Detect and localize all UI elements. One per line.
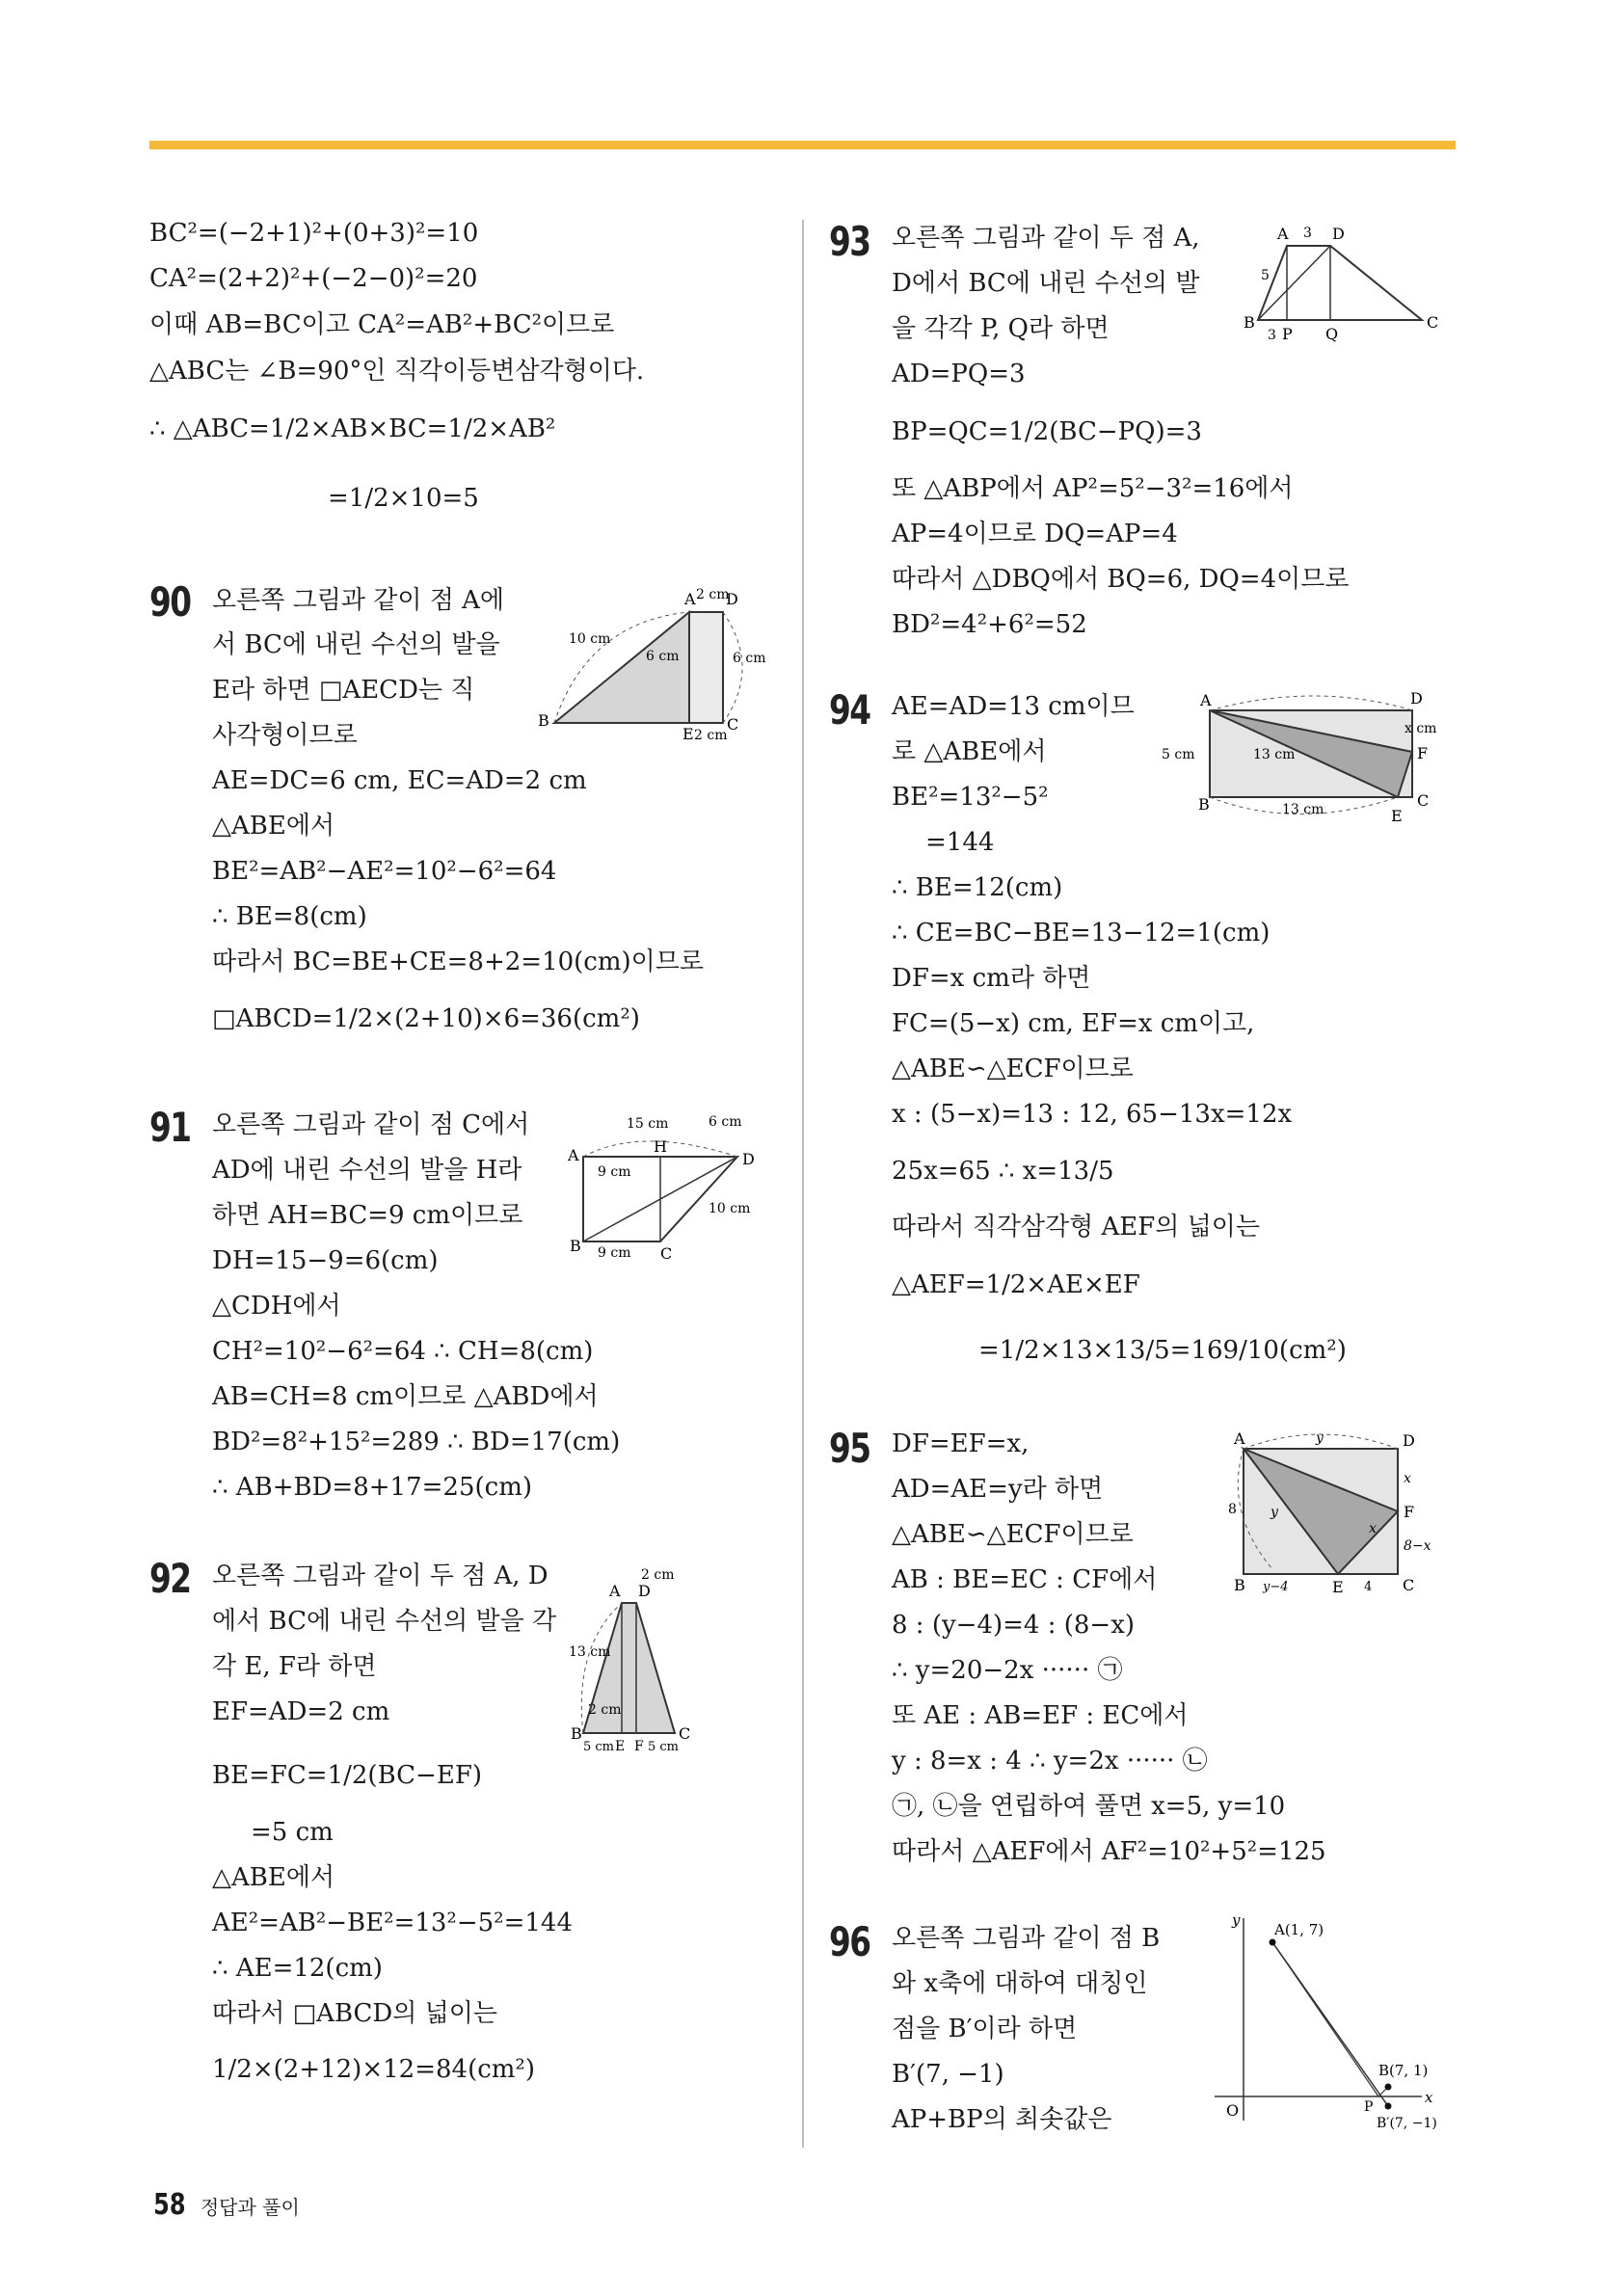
label-b: B: [538, 711, 549, 730]
label-fc: 5 cm: [648, 1740, 680, 1754]
problem-number-93: 93: [829, 218, 870, 265]
solution-line: ∴ BE=12(cm): [892, 873, 1063, 902]
label-hd: 6 cm: [709, 1114, 742, 1130]
solution-line: FC=(5−x) cm, EF=x cm이고,: [892, 1009, 1255, 1038]
label-fc: 8−x: [1404, 1538, 1431, 1554]
solution-line: BE²=AB²−AE²=10²−6²=64: [212, 857, 557, 886]
solution-line: 따라서 △AEF에서 AF²=10²+5²=125: [892, 1837, 1326, 1866]
solution-line: BD²=4²+6²=52: [892, 610, 1087, 639]
figure-94-rectangle: [1152, 686, 1451, 826]
solution-line: 오른쪽 그림과 같이 두 점 A,: [892, 224, 1200, 253]
solution-line: AB : BE=EC : CF에서: [892, 1565, 1158, 1594]
label-c: C: [1417, 791, 1430, 810]
label-f: F: [1417, 744, 1429, 762]
label-f: F: [634, 1739, 644, 1754]
figure-91-svg: [564, 1107, 776, 1261]
figure-92-trapezoid: [569, 1560, 771, 1754]
label-bp: 3: [1268, 328, 1276, 343]
left-column: [149, 0, 776, 2178]
label-e: E: [1391, 807, 1403, 825]
label-dc: 6 cm: [733, 651, 766, 666]
solution-line: DF=x cm라 하면: [892, 964, 1091, 993]
page-number: 58: [153, 2188, 186, 2222]
rectangle-aecd: [689, 612, 723, 723]
figure-95-svg: [1215, 1425, 1451, 1598]
solution-line: 따라서 □ABCD의 넓이는: [212, 1999, 498, 2028]
problem-number-95: 95: [829, 1425, 870, 1472]
solution-line: 1/2×(2+12)×12=84(cm²): [212, 2055, 535, 2084]
solution-line: AP=4이므로 DQ=AP=4: [892, 520, 1178, 548]
label-top: 2 cm: [641, 1567, 675, 1583]
label-c: C: [727, 715, 739, 734]
label-b: B: [570, 1237, 581, 1255]
label-b: B: [1234, 1576, 1245, 1594]
figure-93-svg: [1244, 222, 1451, 347]
triangle-abe: [554, 612, 689, 723]
point-a: [1270, 1939, 1276, 1946]
solution-line: □ABCD=1/2×(2+10)×6=36(cm²): [212, 1004, 640, 1033]
solution-line: BE=FC=1/2(BC−EF): [212, 1761, 483, 1790]
label-b: B: [571, 1724, 582, 1743]
solution-line: AD=AE=y라 하면: [892, 1475, 1104, 1504]
intro-line: ∴ △ABC=1/2×AB×BC=1/2×AB²: [149, 414, 556, 443]
label-ab: 10 cm: [569, 631, 611, 647]
label-d: D: [1410, 689, 1423, 707]
solution-line: 서 BC에 내린 수선의 발을: [212, 630, 500, 659]
column-divider: [802, 220, 804, 2148]
solution-line: =144: [925, 828, 995, 857]
label-a: A: [568, 1146, 579, 1164]
solution-line: ∴ AE=12(cm): [212, 1954, 383, 1983]
solution-line: AD에 내린 수선의 발을 H라: [212, 1156, 522, 1185]
label-df: x cm: [1404, 721, 1437, 736]
label-e: E: [682, 725, 694, 743]
label-c: C: [660, 1244, 673, 1263]
label-ef: 2 cm: [588, 1702, 622, 1718]
trapezoid-abcd: [1258, 246, 1422, 320]
label-d: D: [1403, 1431, 1415, 1450]
solution-line: DH=15−9=6(cm): [212, 1246, 439, 1275]
intro-line: =1/2×10=5: [328, 484, 479, 513]
footer-label: 정답과 풀이: [200, 2196, 300, 2219]
solution-line: B′(7, −1): [892, 2060, 1004, 2089]
label-d: D: [638, 1582, 651, 1600]
label-p: P: [1282, 325, 1293, 343]
figure-96-svg: [1205, 1913, 1446, 2135]
label-a: A: [684, 590, 696, 608]
figure-92-svg: [569, 1560, 771, 1754]
label-ec: 4: [1364, 1580, 1373, 1594]
point-b-prime: [1385, 2103, 1392, 2110]
point-b: [1385, 2084, 1392, 2091]
solution-line: 25x=65 ∴ x=13/5: [892, 1157, 1114, 1186]
solution-line: △ABE∽△ECF이므로: [892, 1055, 1134, 1083]
solution-line: 을 각각 P, Q라 하면: [892, 314, 1110, 343]
solution-line: △CDH에서: [212, 1292, 341, 1321]
solution-line: ∴ CE=BC−BE=13−12=1(cm): [892, 919, 1271, 948]
solution-line: ㉠, ㉡을 연립하여 풀면 x=5, y=10: [892, 1792, 1286, 1821]
solution-line: EF=AD=2 cm: [212, 1697, 390, 1726]
solution-line: BE²=13²−5²: [892, 783, 1049, 812]
label-ab: 5: [1261, 268, 1270, 283]
page-footer: [149, 2188, 300, 2222]
label-ah: 9 cm: [598, 1164, 631, 1180]
problem-number-96: 96: [829, 1918, 870, 1965]
label-p: P: [1364, 2099, 1374, 2115]
label-ae: 6 cm: [646, 649, 680, 664]
label-be: y−4: [1263, 1580, 1289, 1594]
solution-line: AE=DC=6 cm, EC=AD=2 cm: [212, 766, 587, 795]
figure-91-trapezoid: [564, 1107, 776, 1261]
label-b: B(7, 1): [1378, 2062, 1429, 2079]
label-d: D: [742, 1150, 755, 1168]
label-c: C: [1403, 1576, 1415, 1594]
label-ad: 3: [1303, 226, 1312, 241]
label-x-axis: x: [1425, 2089, 1433, 2106]
solution-line: DF=EF=x,: [892, 1429, 1030, 1458]
label-a: A: [1277, 225, 1289, 243]
label-y-axis: y: [1232, 1911, 1241, 1929]
solution-line: =1/2×13×13/5=169/10(cm²): [978, 1336, 1347, 1365]
solution-line: y : 8=x : 4 ∴ y=2x ······ ㉡: [892, 1747, 1208, 1775]
label-df: x: [1404, 1471, 1411, 1486]
solution-line: BP=QC=1/2(BC−PQ)=3: [892, 417, 1202, 446]
solution-line: x : (5−x)=13 : 12, 65−13x=12x: [892, 1100, 1293, 1129]
solution-line: 사각형이므로: [212, 721, 358, 750]
solution-line: AD=PQ=3: [892, 360, 1026, 388]
label-ae: y: [1271, 1505, 1278, 1520]
label-b: B: [1198, 795, 1210, 814]
label-d: D: [1332, 225, 1345, 243]
intro-line: △ABC는 ∠B=90°인 직각이등변삼각형이다.: [149, 357, 645, 386]
solution-line: 따라서 BC=BE+CE=8+2=10(cm)이므로: [212, 948, 704, 976]
solution-line: E라 하면 □AECD는 직: [212, 676, 475, 705]
label-h: H: [654, 1137, 667, 1156]
intro-line: BC²=(−2+1)²+(0+3)²=10: [149, 219, 479, 248]
label-b-prime: B′(7, −1): [1377, 2116, 1437, 2131]
label-a: A: [1200, 691, 1212, 709]
label-b: B: [1244, 313, 1255, 332]
label-top: y: [1316, 1430, 1324, 1446]
solution-line: 따라서 직각삼각형 AEF의 넓이는: [892, 1213, 1260, 1241]
label-bc: 9 cm: [598, 1245, 631, 1261]
solution-line: 와 x축에 대하여 대칭인: [892, 1969, 1148, 1998]
dimension-arc: [723, 612, 742, 723]
label-bc: 13 cm: [1282, 802, 1324, 817]
solution-line: 오른쪽 그림과 같이 점 B: [892, 1924, 1161, 1953]
solution-line: AE²=AB²−BE²=13²−5²=144: [212, 1909, 574, 1937]
intro-line: CA²=(2+2)²+(−2−0)²=20: [149, 264, 478, 293]
label-origin: O: [1226, 2101, 1240, 2120]
problem-number-90: 90: [149, 578, 191, 626]
solution-line: 따라서 △DBQ에서 BQ=6, DQ=4이므로: [892, 565, 1350, 594]
solution-line: CH²=10²−6²=64 ∴ CH=8(cm): [212, 1337, 594, 1366]
solution-line: BD²=8²+15²=289 ∴ BD=17(cm): [212, 1428, 621, 1456]
solution-line: =5 cm: [251, 1818, 334, 1847]
solution-line: 오른쪽 그림과 같이 점 C에서: [212, 1110, 530, 1139]
solution-line: D에서 BC에 내린 수선의 발: [892, 269, 1200, 298]
solution-line: AE=AD=13 cm이므: [892, 692, 1135, 721]
solution-line: 각 E, F라 하면: [212, 1652, 377, 1681]
solution-line: △AEF=1/2×AE×EF: [892, 1270, 1140, 1299]
figure-95-rectangle: [1215, 1425, 1451, 1598]
label-ab: 5 cm: [1162, 747, 1195, 762]
label-top: 15 cm: [627, 1116, 669, 1132]
problem-number-91: 91: [149, 1104, 191, 1151]
problem-number-92: 92: [149, 1555, 191, 1602]
figure-90-svg: [530, 583, 776, 742]
label-a: A: [1234, 1429, 1245, 1448]
problem-number-94: 94: [829, 686, 870, 734]
label-f: F: [1404, 1503, 1415, 1521]
segment-ap: [1272, 1942, 1378, 2096]
dimension-arc: [1210, 696, 1412, 710]
label-ae: 13 cm: [1253, 747, 1296, 762]
figure-93-trapezoid: [1244, 222, 1451, 347]
label-ab: 13 cm: [569, 1644, 611, 1660]
solution-line: △ABE에서: [212, 1863, 335, 1892]
solution-line: 8 : (y−4)=4 : (8−x): [892, 1611, 1136, 1640]
right-column: [829, 0, 1446, 2178]
solution-line: 또 △ABP에서 AP²=5²−3²=16에서: [892, 474, 1294, 503]
label-c: C: [1427, 313, 1439, 332]
solution-line: AP+BP의 최솟값은: [892, 2105, 1112, 2134]
solution-line: ∴ y=20−2x ······ ㉠: [892, 1656, 1123, 1685]
label-e: E: [1332, 1578, 1344, 1596]
solution-line: △ABE에서: [212, 812, 335, 841]
figure-94-svg: [1152, 686, 1451, 826]
label-ec: 2 cm: [694, 728, 728, 743]
solution-line: ∴ BE=8(cm): [212, 902, 367, 931]
label-ef: x: [1369, 1521, 1377, 1536]
label-a: A(1, 7): [1274, 1921, 1324, 1938]
solution-line: 또 AE : AB=EF : EC에서: [892, 1701, 1189, 1730]
label-a: A: [609, 1582, 621, 1600]
figure-90-trapezoid: [530, 583, 776, 742]
solution-line: 하면 AH=BC=9 cm이므로: [212, 1201, 523, 1230]
label-e: E: [615, 1739, 626, 1754]
label-top: 2 cm: [696, 587, 730, 602]
label-d: D: [726, 590, 738, 608]
label-ab: 8: [1228, 1502, 1237, 1517]
figure-96-coordinate-plane: [1205, 1913, 1446, 2135]
solution-line: AB=CH=8 cm이므로 △ABD에서: [212, 1382, 599, 1411]
intro-line: 이때 AB=BC이고 CA²=AB²+BC²이므로: [149, 310, 615, 339]
label-cd: 10 cm: [709, 1201, 751, 1216]
label-q: Q: [1325, 325, 1339, 343]
solution-line: 로 △ABE에서: [892, 737, 1047, 766]
solution-line: 오른쪽 그림과 같이 점 A에: [212, 586, 504, 615]
solution-line: 점을 B′이라 하면: [892, 2015, 1078, 2043]
solution-line: 오른쪽 그림과 같이 두 점 A, D: [212, 1562, 548, 1590]
label-c: C: [679, 1724, 691, 1743]
solution-line: △ABE∽△ECF이므로: [892, 1520, 1134, 1549]
solution-line: 에서 BC에 내린 수선의 발을 각: [212, 1607, 557, 1636]
label-be: 5 cm: [583, 1740, 615, 1754]
solution-line: ∴ AB+BD=8+17=25(cm): [212, 1473, 532, 1502]
